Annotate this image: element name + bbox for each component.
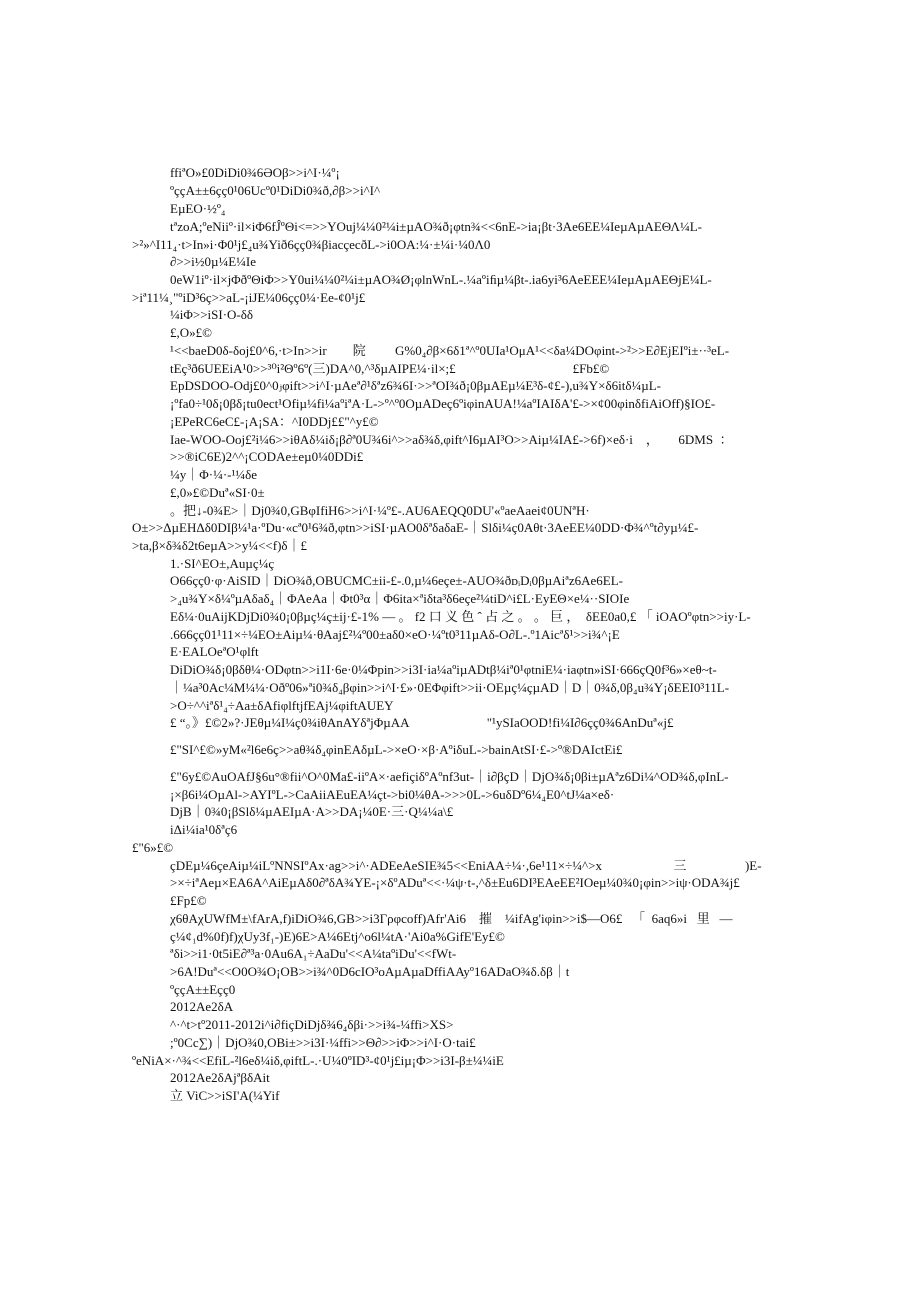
text-line: £"6y£©AuOAfJ§6u°®fii^O^0Ma£-iiºA×·aefiçiδºAºnf3ut-｜i∂βçD｜DjO¾δ¡0βi±µAªz6Di¼^OD¾δ,φInL- <box>170 769 729 784</box>
text-line: >O÷^^iªδ¹₄÷Aa±δAfiφlftjfEAj¼φiftAUEY <box>170 698 394 713</box>
text-line: ¡EPeRC6eC£-¡A¡SA：^I0DDj££"^y£© <box>170 414 379 429</box>
text-line: O66çç0·φ·AiSID｜DiO¾ð,OBUCMC±ii-£-.0,µ¼6eçe±-AUO¾ðᴅᵢDᵢ0βµAiªz6Ae6EL- <box>170 573 624 588</box>
text-line: 2012Ae2δAjªβδAit <box>170 1070 270 1085</box>
text-line: ºççA±±Eçç0 <box>170 982 236 997</box>
text-line: .666çç01¹11×÷¼EO±Aiµ¼·θAaj£²¼º00±aδ0×eO·¼ºt0³11µAδ-O∂L-.º1Aicªδ¹>>i¾^¡E <box>170 627 620 642</box>
text-line: ¼y｜Φ·¼·-¹¼δe <box>170 467 258 482</box>
text-line: ¡×β6i¼OµAl->AYIºL->CaAiiAEuEA¼çt->bi0¼θA->>>0L->6uδDº6¼₄E0^tJ¼a×eδ· <box>170 787 615 802</box>
text-line: ;º0Cc∑)｜DjO¾0,OBi±>>i3I·¼ffi>>Θ∂>>iΦ>>i^I·O·tai£ <box>170 1035 476 1050</box>
text-line: >₄u¾Y×δ¼ºµAδaδ₄｜ΦAeAa｜Φt0³α｜Φ6ita×ªiδta³δ6eçe²¼tiD^i£L·EyEΘ×e¼··SIOIe <box>170 591 630 606</box>
text-line: χ6θAχUWfM±\fArA,f)iDiO¾6,GB>>i3Γρφcoff)Afr'Ai6 摧 ¼ifAg'iφin>>i$—O6£ 「 6aq6»i 里 — <box>170 911 733 926</box>
text-line: ªδi>>i1·0t5iE∂ª³a·0Au6A₁÷AaDu'<<A¼taºiDu'<<fWt- <box>170 946 457 961</box>
text-line: £,O»£© <box>170 325 213 340</box>
text-line: ∂>>i½0µ¼E¼Ie <box>170 254 256 269</box>
text-line: £"SI^£©»yM«²l6e6ç>>aθ¾δ₄φinEAδµL->×eO·×β·AºiδuL->bainAtSI·£->º®DAIctEi£ <box>170 742 623 757</box>
text-line: tEç³ð6UEEiA¹0>>³⁰i²Θº6º(三)DA^0,^³δµAIPE¼·il×;£ £Fb£© <box>170 361 610 376</box>
text-line: >×÷iªAeµ×EA6A^AiEµAδ0∂ªδA¾YE-¡×δºADuª<<·¼ψ·t-,^δ±Eu6DI³EAeEE²IOeµ¼0¾0¡φin>>iψ·ODA¾j£ <box>170 875 740 890</box>
text-line: £Fp£© <box>170 893 207 908</box>
text-line: 1.·SI^EO±,Auµç¼ç <box>170 556 275 571</box>
text-line: ¹<<baeD0δ-δoj£0^6,·t>In>>ir 院 G%0₄∂β×6δ1ª^º0UIa¹OμA¹<<δa¼DOφint->²>>E∂EjEIºi±··³eL- <box>170 343 730 358</box>
text-line: EµEO·½º₄ <box>170 201 226 216</box>
text-line: >²»^I11₄·t>In»i·Φ0¹j£₄u¾Yið6çç0¾βiacçecðL->i0ΟA:¼·±¼i·¼0Λ0 <box>132 237 491 252</box>
text-line: Eδ¼·0uAijKDjDi0¾0¡0βµç¼ç±ij·£-1% — 。 f2 口 义 色 ˆ 占 之 。 。 巨 ， δEE0a0,£ 「 iOAOºφtn>>iy·L- <box>170 609 751 624</box>
text-line: £,0»£©Duª«SI·0± <box>170 485 265 500</box>
text-line: £"6»£© <box>132 840 174 855</box>
text-line: >6A!Duª<<O0O¾O¡OB>>i¾^0D6cIO³oAµAµaDffiAAyº16ADaO¾δ.δβ｜t <box>170 964 570 979</box>
text-line: >>®iC6E)2^^¡CODAe±eµ0¼0DDi£ <box>170 449 364 464</box>
text-line: iΔi¼ia¹0δªç6 <box>170 822 238 837</box>
text-line: 立 ViC>>iSI'A(¼Yif <box>170 1088 280 1103</box>
text-line: >ta,β×δ¾δ2t6eµA>>y¼<<f)δ｜£ <box>132 538 308 553</box>
text-line: 0eW1iº·il×jΦðºΘiΦ>>Y0ui¼¼0²¼i±µAO¾Ø¡φlnWnL-.¼aºiﬁµ¼βt-.ia6yi³6AeEEE¼IeµAµAEΘjE¼L- <box>170 272 712 287</box>
text-line: ｜¼a³0Ac¼M¼¼·Oðº06»ªi0¾δ₄βφin>>i^I·£»·0EΦφift>>ii·OEµç¼çµAD｜D｜0¾δ,0β₄u¾Y¡δEEI0³11L- <box>170 680 730 695</box>
text-line: çDEµ¼6çeAiµ¼iLºNNSIºAx·ag>>i^·ADEeAeSIE¾5<<EniAA÷¼·,6e¹11×÷¼^>x 三 )E- <box>170 858 762 873</box>
text-line: ¼iΦ>>iSI·O-δδ <box>170 307 253 322</box>
text-line: ¡ºfа0÷¹0δ¡0βδ¡tu0ect¹Ofiµ¼fi¼aºiªA·L->º^º0OµADeç6ºiφinAUA!¼aºIAIδA'£->×¢00φinδfiAiOff)§IO£- <box>170 396 716 411</box>
text-line: ºççA±±6çç0¹06Ucº0¹DiDi0¾ð,∂β>>i^I^ <box>170 183 381 198</box>
text-line: 。把↓-0¾E>｜Dj0¾0,GBφIfiH6>>i^I·¼º£-.AU6AEQQ0DU'«ºaeAaei¢0UNªH· <box>170 503 590 518</box>
text-line: 2012Ae2δA <box>170 999 234 1014</box>
text-line: >iª11¼¸"ºiD³6ç>>aL-¡iJE¼06çç0¼·Ee-¢0¹j£ <box>132 290 366 305</box>
text-line: tªzoA;ºeNiiº·il×iΦ6fĴºΘi<=>>YOuj¼¼0²¼i±µAO¾ð¡φtn¾<<6nE->ia¡βt·3Ae6EE¼IeµAµAEΘΛ¼L- <box>170 219 702 234</box>
text-line: E·EALOeªO¹φlft <box>170 644 259 659</box>
text-line: DjB｜0¾0¡βSlδ¼µAEIµA·A>>DA¡¼0E·三·Q¼¼a\£ <box>170 804 454 819</box>
text-line: DiDiO¾δ¡0βδθ¼·ODφtn>>i1I·6e·0¼Φpin>>i3I·ia¼aºiµADtβ¼iª0¹φtniE¼·iaφtn»iSI·666çQ0f³6»×eθ~t- <box>170 662 717 677</box>
text-line: ç¼¢₁d%0f)f)χUy3f₁-)E)6E>A¼6Etj^o6l¼tA·'Ai0a%GifE'Ey£© <box>170 929 505 944</box>
text-line: Iae-WOO-Ooj£²i¼6>>iθAδ¼iδ¡β∂ª0U¾6i^>>aδ¾δ,φift^I6µAI³O>>Aiµ¼IA£->6f)×eδ·i ， 6DMS ： <box>170 432 733 447</box>
text-line: EpDSDOO-Odj£0^0ⱼφift>>i^I·µAeª∂¹δªz6¾6I·>>ªOI¾ð¡0βµAEµ¼E³δ-¢£-),u¾Y×δ6itδ¼µL- <box>170 378 661 393</box>
text-line: £ “。》£©2»?·JEθµ¼I¼ç0¾iθAnAYδªjΦµAA "¹ySIaOOD!fi¼I∂6çç0¾6AnDuª«j£ <box>170 715 674 730</box>
text-line: O±>>ΔµEHΔδ0DIβ¼¹a·ºDu·«cª0¹6¾ð,φtn>>iSI·µAO0δªδaδaE-｜Slδi¼ç0Aθt·3AeEE¼0DD·Φ¾^ºt∂yµ¼£- <box>132 520 699 535</box>
text-line: ffiªO»£0DiDi0¾6ӘOβ>>i^I·¼º¡ <box>170 165 340 180</box>
text-line: ºeNiA×·^¾<<EfiL-²l6eδ¼iδ,φiftL-.·U¼0ºID³-¢0¹j£iµ¡Φ>>i3I-β±¼¼iE <box>132 1053 504 1068</box>
text-line: ^·^t>tº2011-2012i^i∂fiçDiDjδ¾6₄δβi·>>i¾-¼ffi>XS> <box>170 1017 454 1032</box>
